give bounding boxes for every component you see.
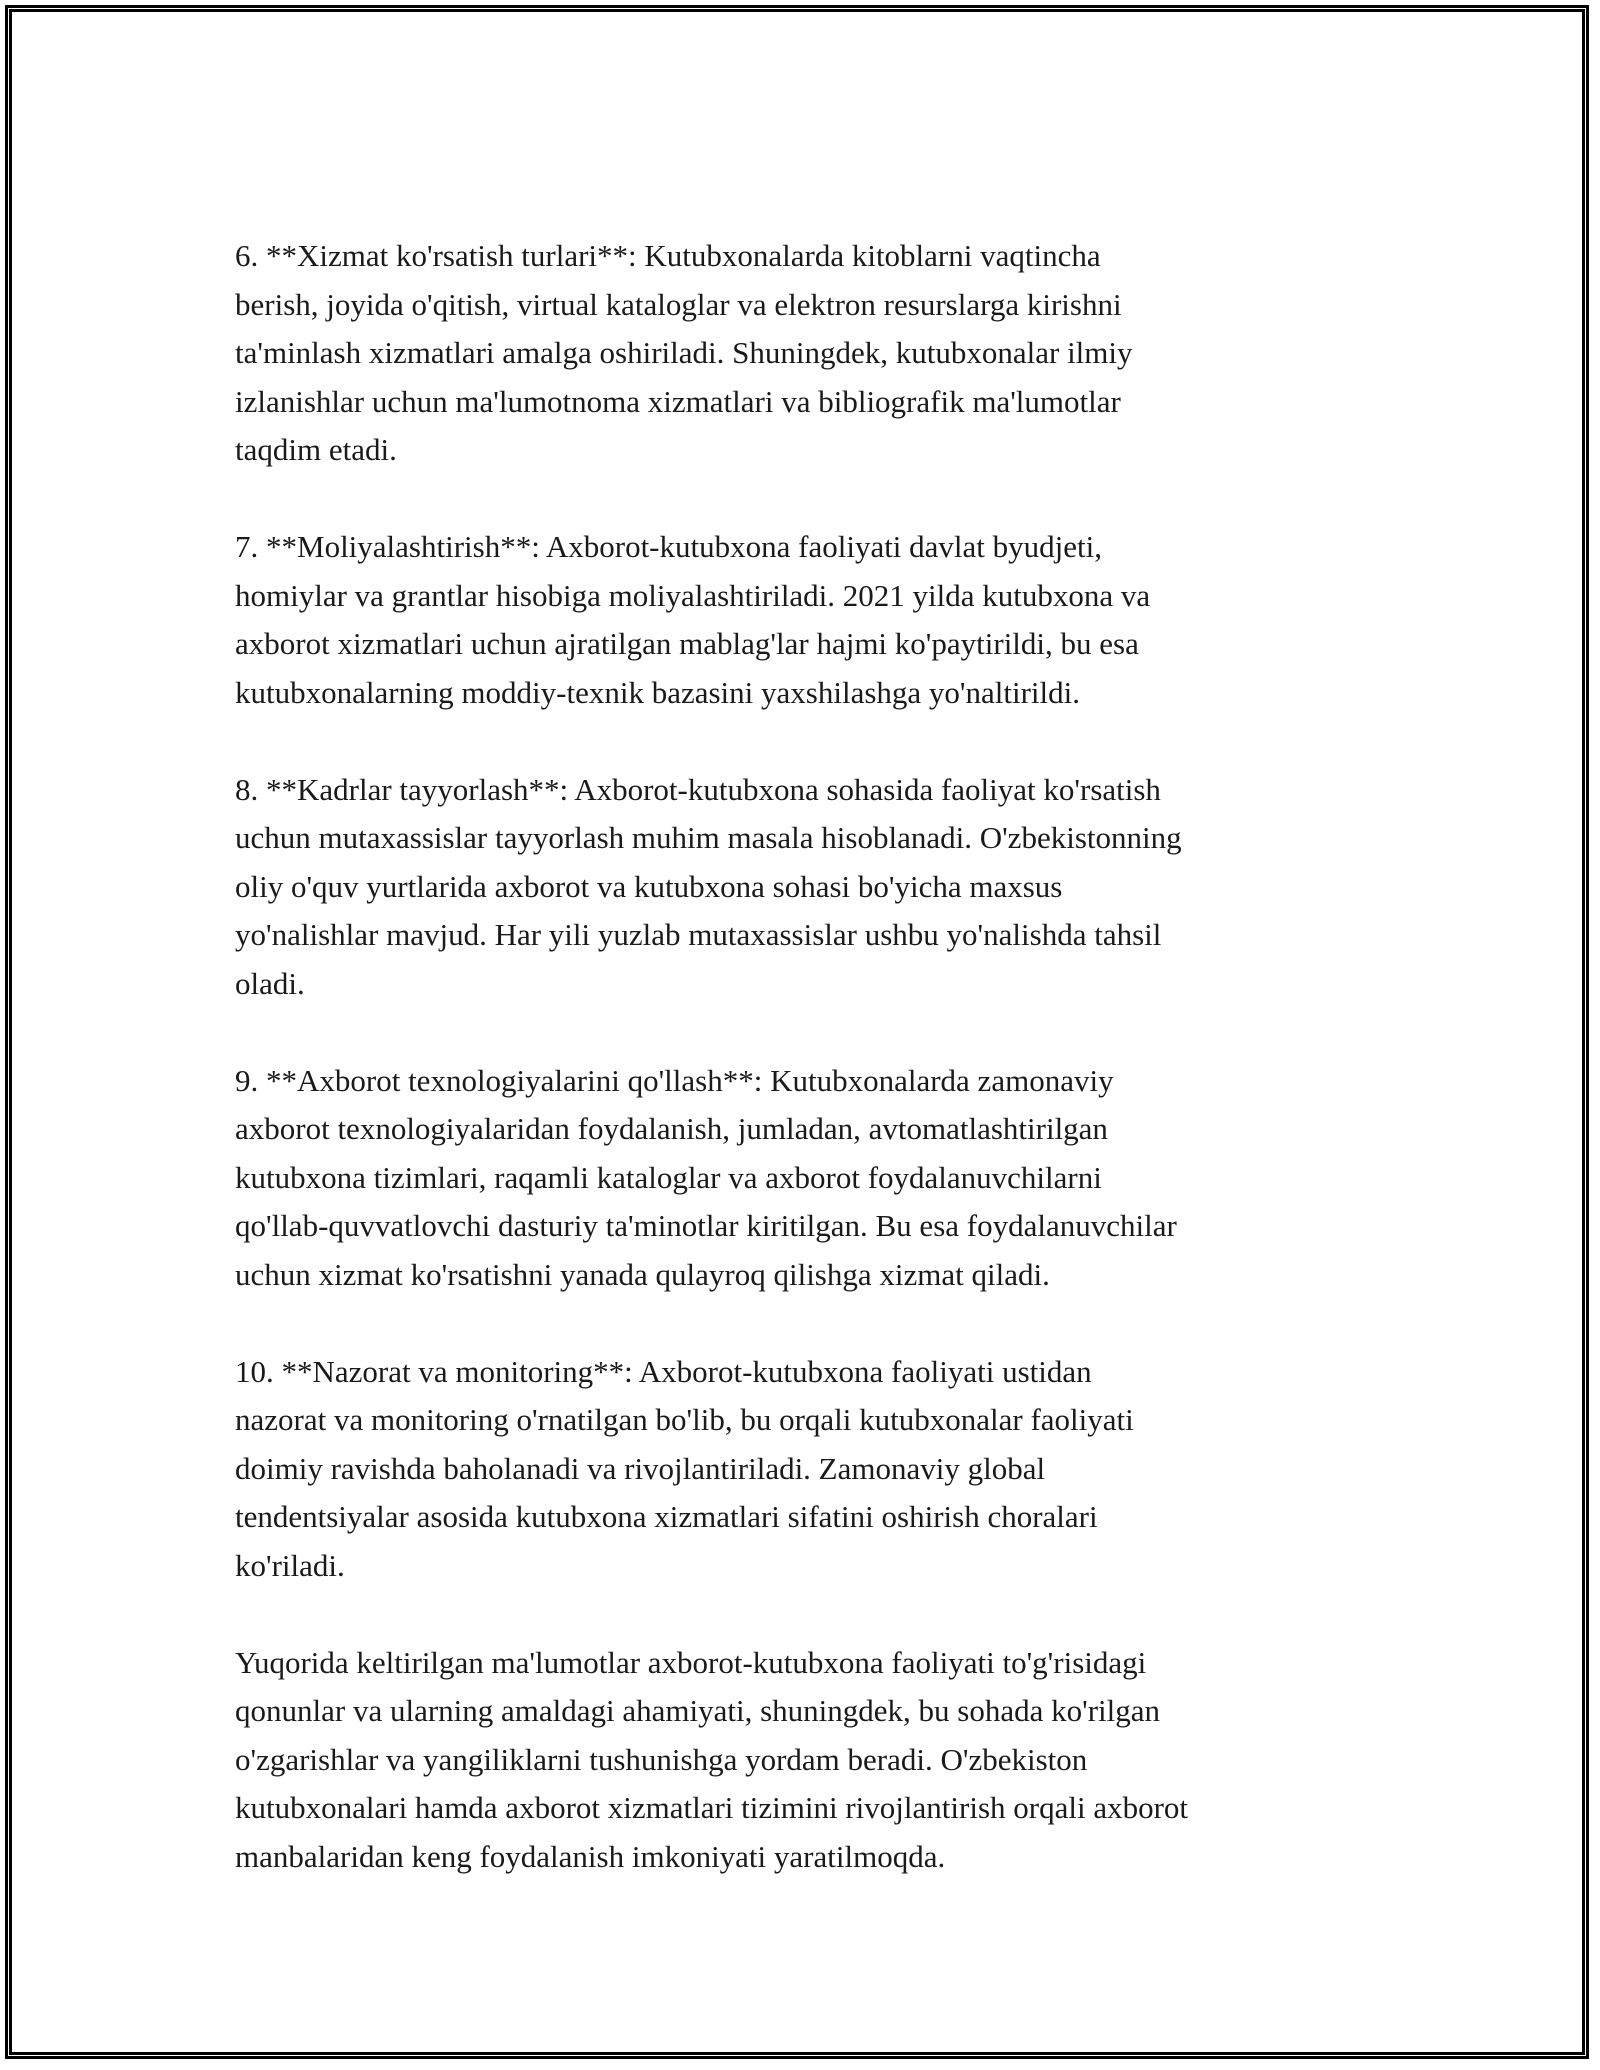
text-line: tendentsiyalar asosida kutubxona xizmatlari sifatini oshirish choralari [235, 1499, 1098, 1534]
text-line: homiylar va grantlar hisobiga moliyalashtiriladi. 2021 yilda kutubxona va [235, 577, 1151, 613]
paragraph-item-8 [235, 766, 1385, 1009]
text-line: kutubxonalarning moddiy-texnik bazasini yaxshilashga yo'naltirildi. [235, 674, 1081, 710]
text-line: uchun mutaxassislar tayyorlash muhim masala hisoblanadi. O'zbekistonning [235, 820, 1182, 855]
text-line: kutubxonalari hamda axborot xizmatlari tizimini rivojlantirish orqali axborot [235, 1790, 1189, 1825]
text-line: qonunlar va ularning amaldagi ahamiyati, shuningdek, bu sohada ko'rilgan [235, 1693, 1161, 1728]
text-line: oliy o'quv yurtlarida axborot va kutubxona sohasi bo'yicha maxsus [235, 868, 1063, 904]
text-line: berish, joyida o'qitish, virtual kataloglar va elektron resurslarga kirishni [235, 286, 1122, 322]
document-body [235, 232, 1385, 1930]
text-line: o'zgarishlar va yangiliklarni tushunishga yordam beradi. O'zbekiston [235, 1741, 1088, 1777]
text-line: Yuqorida keltirilgan ma'lumotlar axborot-kutubxona faoliyati to'g'risidagi [235, 1644, 1147, 1680]
text-line: 10. **Nazorat va monitoring**: Axborot-kutubxona faoliyati ustidan [235, 1353, 1092, 1389]
text-line: 7. **Moliyalashtirish**: Axborot-kutubxona faoliyati davlat byudjeti, [235, 529, 1103, 564]
text-line: 6. **Xizmat ko'rsatish turlari**: Kutubxonalarda kitoblarni vaqtincha [235, 238, 1101, 273]
text-line: taqdim etadi. [235, 432, 397, 467]
text-line: 8. **Kadrlar tayyorlash**: Axborot-kutubxona sohasida faoliyat ko'rsatish [235, 771, 1161, 807]
text-line: nazorat va monitoring o'rnatilgan bo'lib, bu orqali kutubxonalar faoliyati [235, 1402, 1134, 1437]
text-line: uchun xizmat ko'rsatishni yanada qulayroq qilishga xizmat qiladi. [235, 1256, 1050, 1292]
paragraph-item-9 [235, 1057, 1385, 1300]
text-line: axborot texnologiyalaridan foydalanish, jumladan, avtomatlashtirilgan [235, 1111, 1108, 1146]
paragraph-conclusion [235, 1639, 1385, 1882]
text-line: manbalaridan keng foydalanish imkoniyati yaratilmoqda. [235, 1838, 946, 1874]
text-line: kutubxona tizimlari, raqamli kataloglar va axborot foydalanuvchilarni [235, 1159, 1102, 1195]
paragraph-item-10 [235, 1348, 1385, 1591]
paragraph-item-7 [235, 523, 1385, 717]
text-line: qo'llab-quvvatlovchi dasturiy ta'minotlar kiritilgan. Bu esa foydalanuvchilar [235, 1208, 1177, 1243]
text-line: axborot xizmatlari uchun ajratilgan mablag'lar hajmi ko'paytirildi, bu esa [235, 626, 1139, 661]
text-line: yo'nalishlar mavjud. Har yili yuzlab mutaxassislar ushbu yo'nalishda tahsil [235, 917, 1162, 952]
text-line: oladi. [235, 965, 305, 1001]
text-line: doimiy ravishda baholanadi va rivojlantiriladi. Zamonaviy global [235, 1450, 1046, 1486]
paragraph-item-6 [235, 232, 1385, 475]
text-line: ta'minlash xizmatlari amalga oshiriladi. Shuningdek, kutubxonalar ilmiy [235, 335, 1133, 370]
text-line: ko'riladi. [235, 1547, 345, 1583]
text-line: izlanishlar uchun ma'lumotnoma xizmatlari va bibliografik ma'lumotlar [235, 383, 1121, 419]
text-line: 9. **Axborot texnologiyalarini qo'llash**: Kutubxonalarda zamonaviy [235, 1062, 1114, 1098]
